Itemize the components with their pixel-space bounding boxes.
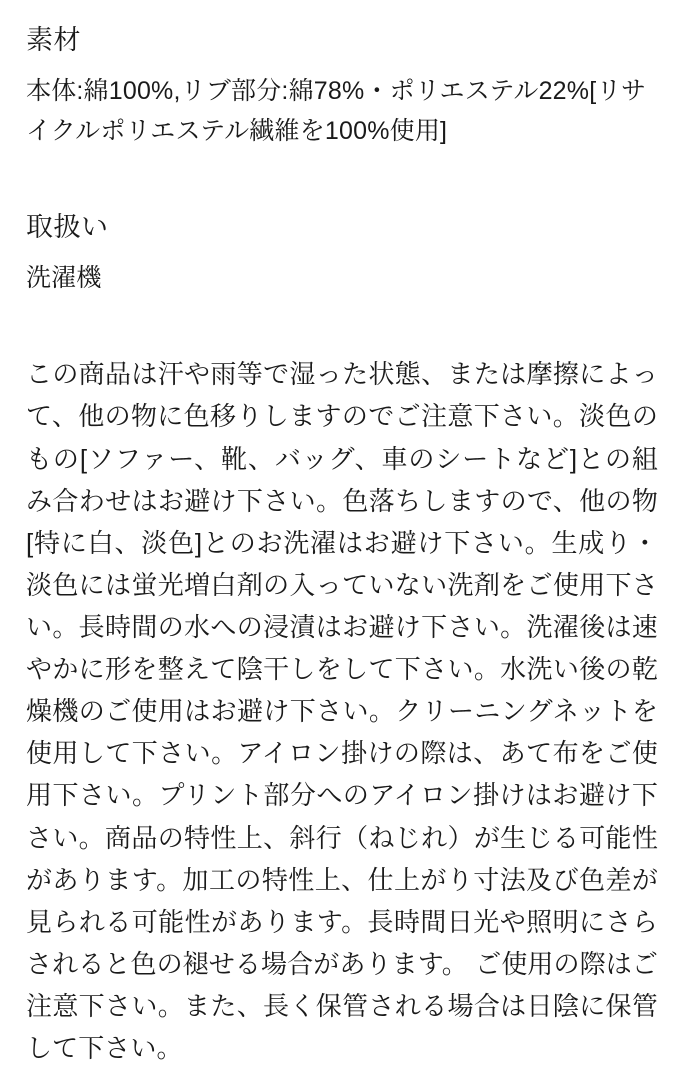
material-composition-text: 本体:綿100%,リブ部分:綿78%・ポリエステル22%[リサイクルポリエステル繊維を100%使用] xyxy=(26,77,647,145)
care-section-heading: 取扱い xyxy=(26,212,109,243)
material-section-heading: 素材 xyxy=(26,25,81,55)
care-method-label: 洗濯機 xyxy=(26,263,102,292)
care-notice-text: この商品は汗や雨等で湿った状態、または摩擦によって、他の物に色移りしますのでご注意下さい。淡色のもの[ソファー、靴、バッグ、車のシートなど]との組み合わせはお避け下さい。色落ちしますので、他の物[特に白、淡色]とのお洗濯はお避け下さい。生成り・淡色には蛍光増白剤の入っていない洗剤をご使用下さい。長時間の水への浸漬はお避け下さい。洗濯後は速やかに形を整えて陰干しをして下さい。水洗い後の乾燥機のご使用はお避け下さい。クリーニングネットを使用して下さい。アイロン掛けの際は、あて布をご使用下さい。プリント部分へのアイロン掛けはお避け下さい。商品の特性上、斜行（ねじれ）が生じる可能性があります。加工の特性上、仕上がり寸法及び色差が見られる可能性があります。長時間日光や照明にさらされると色の褪せる場合があります。 ご使用の際はご注意下さい。また、長く保管される場合は日陰に保管して下さい。 xyxy=(26,359,658,1064)
